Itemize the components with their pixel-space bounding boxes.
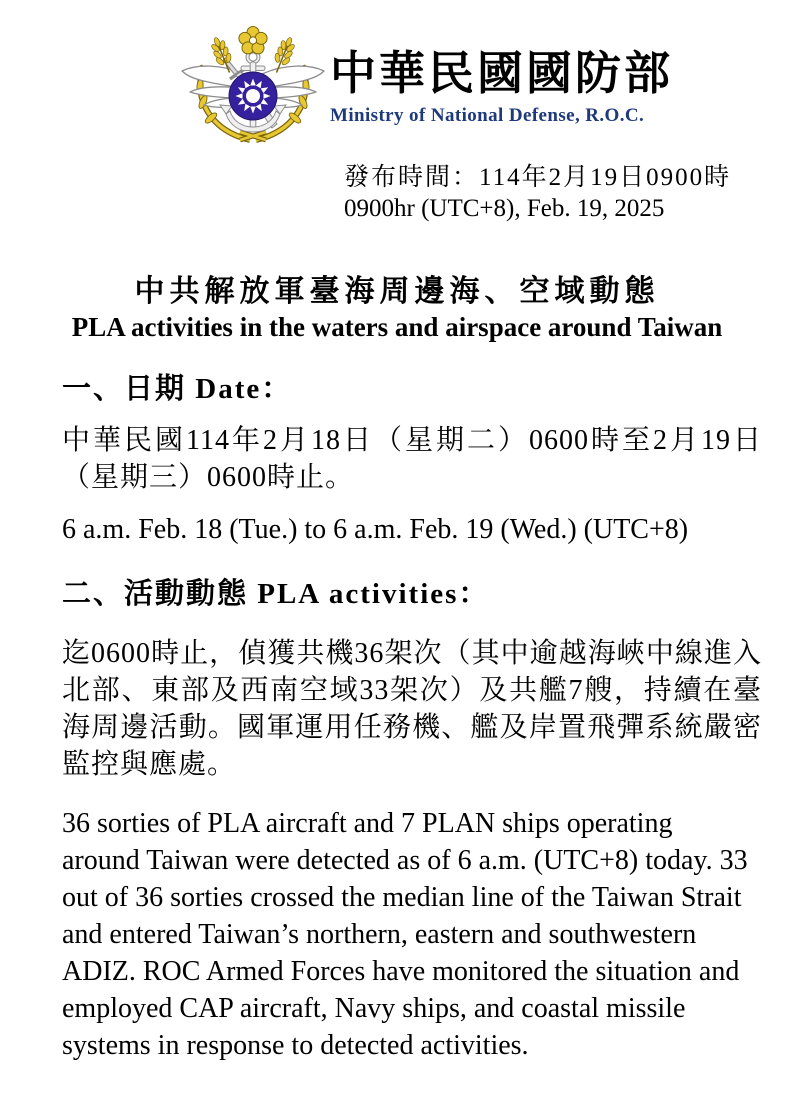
document-title-en: PLA activities in the waters and airspace around Taiwan	[71, 312, 723, 342]
document-body	[62, 370, 762, 1064]
section-2-heading: 二、活動動態 PLA activities：	[62, 578, 490, 610]
section-2-body-en: 36 sorties of PLA aircraft and 7 PLAN ships operating around Taiwan were detected as of 6 a.m. (UTC+8) today. 33 out of 36 sorties crossed the median line of the Taiwan Strait and entered Taiwan’s northern, eastern and southwestern ADIZ. ROC Armed Forces have monitored the situation and employed CAP aircraft, Navy ships, and coastal missile systems in response to detected activities.	[62, 808, 748, 1061]
mnd-emblem-svg	[178, 26, 328, 148]
mnd-emblem-icon	[178, 26, 328, 148]
section-1-heading: 一、日期 Date：	[62, 373, 293, 405]
section-1-body-zh: 中華民國114年2月18日（星期二）0600時至2月19日（星期三）0600時止。	[62, 425, 762, 493]
org-name-zh: 中華民國國防部	[330, 48, 673, 99]
release-time-en: 0900hr (UTC+8), Feb. 19, 2025	[344, 195, 665, 222]
sun-disc-icon	[229, 72, 277, 120]
section-2-body-zh: 迄0600時止，偵獲共機36架次（其中逾越海峽中線進入北部、東部及西南空域33架次）及共艦7艘，持續在臺海周邊活動。國軍運用任務機、艦及岸置飛彈系統嚴密監控與應處。	[62, 638, 762, 780]
plum-blossom-icon	[239, 27, 267, 54]
release-time-zh: 發布時間：114年2月19日0900時	[344, 164, 732, 191]
header	[178, 26, 794, 148]
document-title	[0, 274, 794, 344]
section-1-body-en: 6 a.m. Feb. 18 (Tue.) to 6 a.m. Feb. 19 (Wed.) (UTC+8)	[62, 514, 689, 545]
org-names	[330, 26, 673, 127]
document-title-zh: 中共解放軍臺海周邊海、空域動態	[134, 275, 660, 308]
press-release-page	[0, 26, 794, 1115]
release-time	[344, 162, 794, 224]
org-name-en: Ministry of National Defense, R.O.C.	[330, 105, 645, 126]
